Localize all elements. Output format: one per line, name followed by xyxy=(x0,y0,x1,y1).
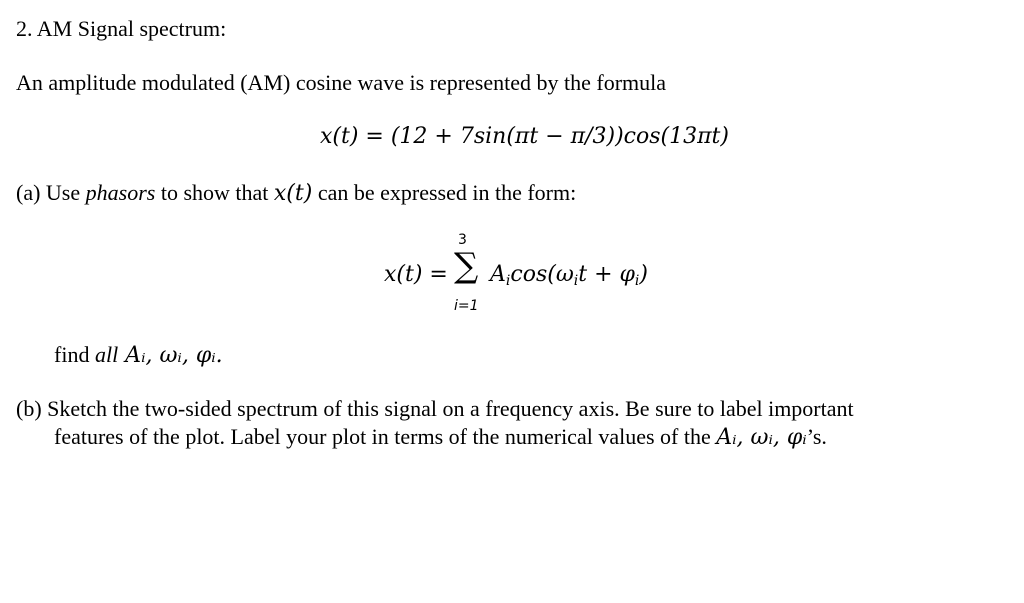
rhs-phi: t + φ xyxy=(578,262,635,287)
sum-lhs: x(t) = xyxy=(384,262,448,287)
find-prefix: find xyxy=(54,342,95,367)
part-a-mid: to show that xyxy=(155,180,274,205)
part-b-end: ’s. xyxy=(806,424,827,449)
part-a-lead: (a) Use xyxy=(16,180,86,205)
part-a-xt: x(t) xyxy=(273,181,313,206)
sum-upper-limit: 3 xyxy=(458,232,467,248)
sigma-glyph: ∑ xyxy=(454,246,479,286)
rhs-sub2: i xyxy=(573,273,579,289)
find-vars: Aᵢ, ωᵢ, φᵢ. xyxy=(118,343,223,368)
find-line xyxy=(54,342,223,369)
rhs-close: ) xyxy=(639,262,648,287)
part-b-line2 xyxy=(54,424,827,451)
rhs-sub3: i xyxy=(634,273,640,289)
part-a-text xyxy=(16,180,576,207)
intro-text: An amplitude modulated (AM) cosine wave is represented by the formula xyxy=(16,70,667,95)
part-b-line2-text: features of the plot. Label your plot in terms of the numerical values of the xyxy=(54,424,717,449)
sum-rhs xyxy=(490,262,648,294)
rhs-a: A xyxy=(490,262,506,287)
find-emph: all xyxy=(94,342,119,367)
part-b-line1: (b) Sketch the two-sided spectrum of this signal on a frequency axis. Be sure to label important xyxy=(16,396,854,421)
rhs-cos: cos(ω xyxy=(510,262,574,287)
section-heading: 2. AM Signal spectrum: xyxy=(16,16,227,41)
rhs-sub1: i xyxy=(505,273,511,289)
sum-lower-limit: i=1 xyxy=(454,298,479,314)
am-formula: x(t) = (12 + 7sin(πt − π/3))cos(13πt) xyxy=(320,124,729,149)
part-a-emph: phasors xyxy=(85,180,156,205)
part-a-tail: can be expressed in the form: xyxy=(312,180,577,205)
part-b-vars: Aᵢ, ωᵢ, φᵢ xyxy=(716,425,807,450)
